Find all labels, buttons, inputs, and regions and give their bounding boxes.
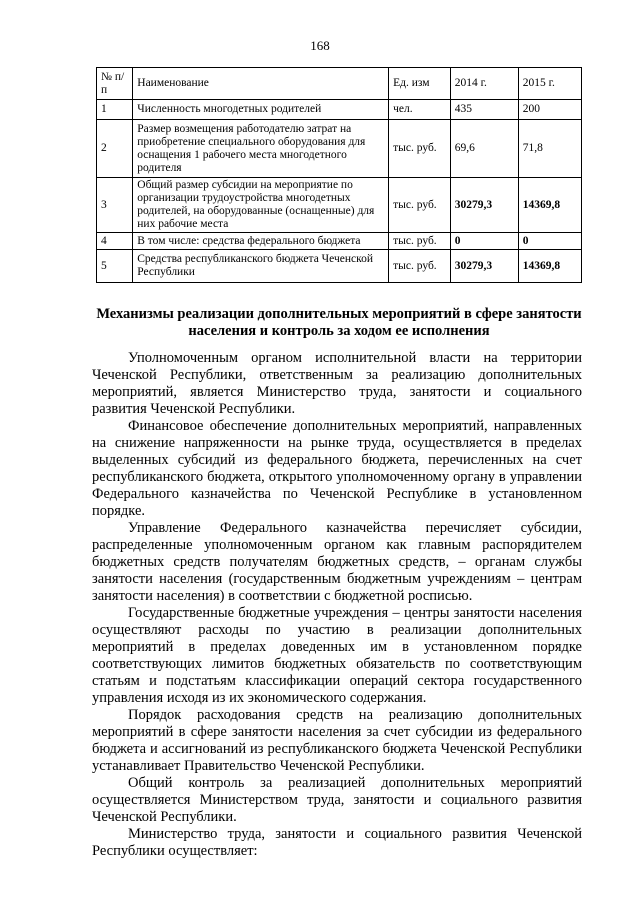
table-row	[97, 120, 582, 178]
row-2015-cell: 0	[518, 233, 581, 250]
row-unit-cell: чел.	[389, 100, 451, 120]
row-unit-cell: тыс. руб.	[389, 178, 451, 233]
row-name-cell: Численность многодетных родителей	[133, 100, 389, 120]
table-row	[97, 250, 582, 283]
indicators-table	[96, 67, 582, 283]
paragraph: Государственные бюджетные учреждения – центры занятости населения осуществляют расходы по участию в реализации дополнительных мероприятий в пределах доведенных им в установленном порядке соответствующих лимитов бюджетных обязательств по соответствующим статьям и подстатьям классификации операций сектора государственного управления исходя из их экономического содержания.	[92, 605, 582, 706]
paragraph: Управление Федерального казначейства перечисляет субсидии, распределенные уполномоченным органом как главным распорядителем бюджетных средств получателям бюджетных средств, – органам службы занятости населения (государственным бюджетным учреждениям – центрам занятости населения) в соответствии с бюджетной росписью.	[92, 520, 582, 604]
row-name-cell: В том числе: средства федерального бюджета	[133, 233, 389, 250]
row-2014-cell: 435	[450, 100, 518, 120]
row-number-cell: 4	[97, 233, 133, 250]
row-name-cell: Средства республиканского бюджета Чеченской Республики	[133, 250, 389, 283]
row-unit-cell: тыс. руб.	[389, 120, 451, 178]
header-cell-2015: 2015 г.	[518, 68, 581, 100]
row-name-cell: Размер возмещения работодателю затрат на приобретение специального оборудования для оснащения 1 рабочего места многодетного родителя	[133, 120, 389, 178]
row-2014-cell: 69,6	[450, 120, 518, 178]
header-cell-unit: Ед. изм	[389, 68, 451, 100]
table-row	[97, 178, 582, 233]
table-row	[97, 233, 582, 250]
header-cell-number: № п/п	[97, 68, 133, 100]
row-2014-cell: 30279,3	[450, 178, 518, 233]
row-unit-cell: тыс. руб.	[389, 250, 451, 283]
row-number-cell: 1	[97, 100, 133, 120]
paragraph: Общий контроль за реализацией дополнительных мероприятий осуществляется Министерством труда, занятости и социального развития Чеченской Республики.	[92, 775, 582, 825]
paragraph: Министерство труда, занятости и социального развития Чеченской Республики осуществляет:	[92, 826, 582, 859]
page-number: 168	[310, 38, 330, 53]
section-title: Механизмы реализации дополнительных мероприятий в сфере занятости населения и контроль за ходом ее исполнения	[96, 306, 582, 339]
header-cell-2014: 2014 г.	[450, 68, 518, 100]
row-2014-cell: 30279,3	[450, 250, 518, 283]
table-row	[97, 100, 582, 120]
row-2015-cell: 71,8	[518, 120, 581, 178]
row-name-cell: Общий размер субсидии на мероприятие по организации трудоустройства многодетных родителей, на оборудованные (оснащенные) для них рабочие места	[133, 178, 389, 233]
row-number-cell: 3	[97, 178, 133, 233]
row-number-cell: 2	[97, 120, 133, 178]
row-unit-cell: тыс. руб.	[389, 233, 451, 250]
paragraph: Уполномоченным органом исполнительной власти на территории Чеченской Республики, ответственным за реализацию дополнительных мероприятий, является Министерство труда, занятости и социального развития Чеченской Республики.	[92, 350, 582, 417]
row-2014-cell: 0	[450, 233, 518, 250]
row-2015-cell: 200	[518, 100, 581, 120]
row-number-cell: 5	[97, 250, 133, 283]
body-text	[92, 350, 582, 860]
table-header-row	[97, 68, 582, 100]
row-2015-cell: 14369,8	[518, 250, 581, 283]
row-2015-cell: 14369,8	[518, 178, 581, 233]
paragraph: Финансовое обеспечение дополнительных мероприятий, направленных на снижение напряженности на рынке труда, осуществляется в пределах выделенных субсидий из федерального бюджета, перечисленных на счет республиканского бюджета, открытого уполномоченному органу в управлении Федерального казначейства по Чеченской Республике в установленном порядке.	[92, 418, 582, 519]
header-cell-name: Наименование	[133, 68, 389, 100]
paragraph: Порядок расходования средств на реализацию дополнительных мероприятий в сфере занятости населения за счет субсидии из федерального бюджета и ассигнований из республиканского бюджета Чеченской Республики устанавливает Правительство Чеченской Республики.	[92, 707, 582, 774]
